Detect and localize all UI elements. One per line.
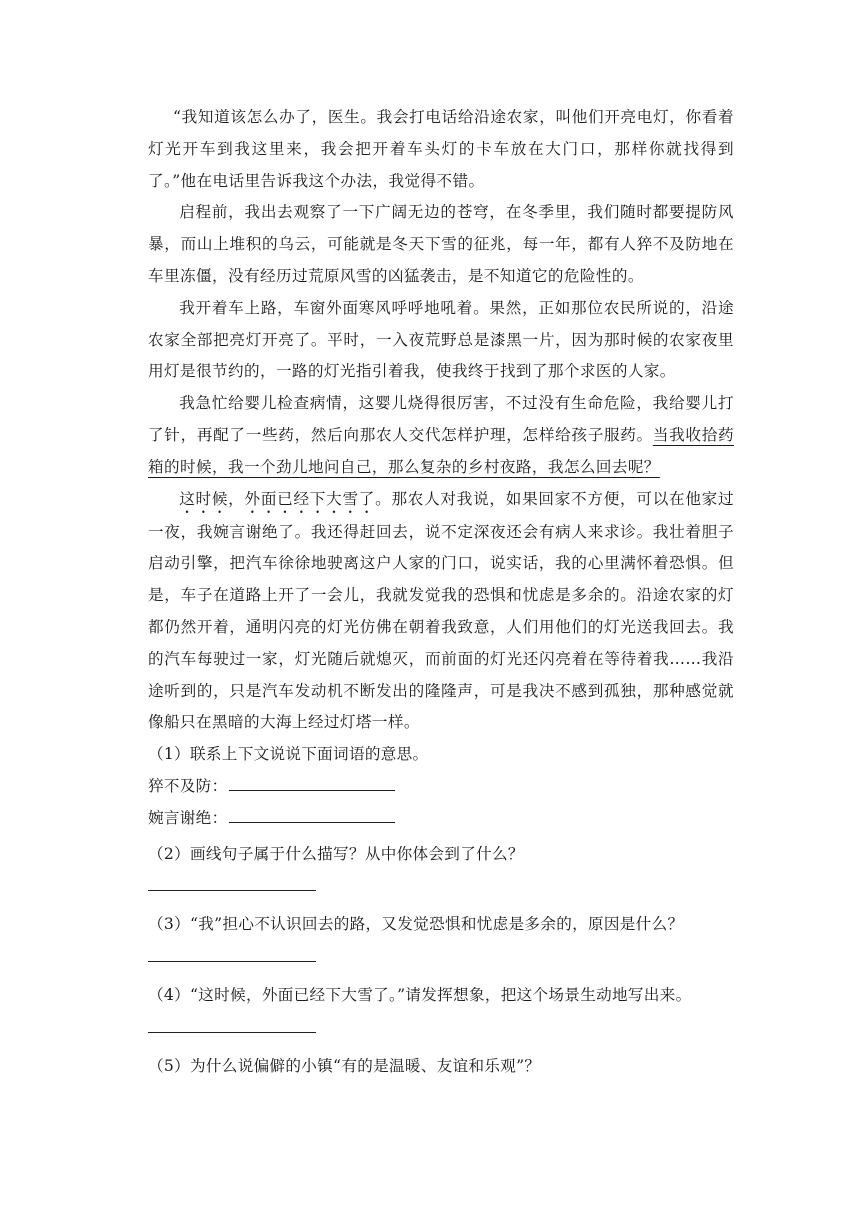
dotted-sentence: 这时候，外面已经下大雪了。 <box>179 489 392 508</box>
question-4: （4）“这时候，外面已经下大雪了。”请发挥想象，把这个场景生动地写出来。 <box>148 986 692 1005</box>
passage-paragraph-2: 启程前，我出去观察了一下广阔无边的苍穹，在冬季里，我们随时都要提防风暴，而山上堆积的乌云，可能就是冬天下雪的征兆，每一年，都有人猝不及防地在车里冻僵，没有经历过荒原风雪的凶猛袭击，是不知道它的危险性的。 <box>148 203 734 285</box>
passage-paragraph-5 <box>148 484 734 740</box>
question-5: （5）为什么说偏僻的小镇“有的是温暖、友谊和乐观”？ <box>148 1056 541 1075</box>
question-3: （3）“我”担心不认识回去的路，又发觉恐惧和忧虑是多余的，原因是什么？ <box>148 915 684 934</box>
question-1: （1）联系上下文说说下面词语的意思。 <box>148 745 429 764</box>
question-3-answer-line[interactable] <box>148 960 316 962</box>
term-2-label: 婉言谢绝： <box>148 808 228 827</box>
question-1-term-2-row <box>148 803 734 835</box>
document-page <box>148 102 734 1083</box>
term-2-answer-blank[interactable] <box>229 804 395 823</box>
passage-paragraph-1: “我知道该怎么办了，医生。我会打电话给沿途农家，叫他们开亮电灯，你看着灯光开车到我这里来，我会把开着车头灯的卡车放在大门口，那样你就找得到了。”他在电话里告诉我这个办法，我觉得不错。 <box>148 108 734 190</box>
term-1-label: 猝不及防： <box>148 776 228 795</box>
passage-paragraph-3: 我开着车上路，车窗外面寒风呼呼地吼着。果然，正如那位农民所说的，沿途农家全部把亮灯开亮了。平时，一入夜荒野总是漆黑一片，因为那时候的农家夜里用灯是很节约的，一路的灯光指引着我，使我终于找到了那个求医的人家。 <box>148 298 734 381</box>
term-1-answer-blank[interactable] <box>229 772 395 791</box>
underlined-sentence: 当我收拾药箱的时候，我一个劲儿地问自己，那么复杂的乡村夜路，我怎么回去呢？ <box>148 425 734 476</box>
paragraph-4-text: 我急忙给婴儿检查病情，这婴儿烧得很厉害，不过没有生命危险，我给婴儿打了针，再配了一些药，然后向那农人交代怎样护理，怎样给孩子服药。 <box>148 394 734 444</box>
question-2-answer-line[interactable] <box>148 889 316 891</box>
passage-paragraph-4 <box>148 388 734 483</box>
question-2: （2）画线句子属于什么描写？从中你体会到了什么？ <box>148 844 524 863</box>
paragraph-5-text: 那农人对我说，如果回家不方便，可以在他家过一夜，我婉言谢绝了。我还得赶回去，说不定深夜还会有病人来求诊。我壮着胆子启动引擎，把汽车徐徐地驶离这户人家的门口，说实话，我的心里满怀着恐惧。但是，车子在道路上开了一会儿，我就发觉我的恐惧和忧虑是多余的。沿途农家的灯都仍然开着，通明闪亮的灯光仿佛在朝着我致意，人们用他们的灯光送我回去。我的汽车每驶过一家，灯光随后就熄灭，而前面的灯光还闪亮着在等待着我……我沿途听到的，只是汽车发动机不断发出的隆隆声，可是我决不感到孤独，那种感觉就像船只在黑暗的大海上经过灯塔一样。 <box>148 489 734 732</box>
question-4-answer-line[interactable] <box>148 1031 316 1033</box>
question-1-term-1-row <box>148 771 734 803</box>
